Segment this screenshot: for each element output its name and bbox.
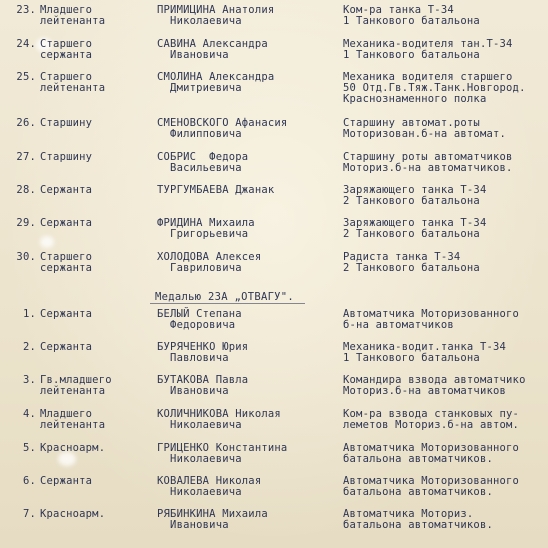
- entry-number: 26.: [16, 117, 36, 129]
- entry-rank: Старшего сержанта: [40, 251, 93, 274]
- entry-rank: Сержанта: [40, 217, 93, 229]
- entry-name: КОВАЛЕВА Николая Николаевича: [157, 475, 262, 498]
- entry-number: 6.: [22, 475, 36, 487]
- entry-duty: Механика-водителя тан.Т-34 1 Танкового батальона: [343, 38, 513, 61]
- section-underline: [150, 303, 305, 304]
- entry-number: 28.: [16, 184, 36, 196]
- entry-name: СОБРИС Федора Васильевича: [157, 151, 249, 174]
- entry-number: 3.: [22, 374, 36, 386]
- entry-duty: Радиста танка Т-34 2 Танкового батальона: [343, 251, 480, 274]
- entry-number: 4.: [22, 408, 36, 420]
- entry-name: БУТАКОВА Павла Ивановича: [157, 374, 249, 397]
- entry-duty: Заряжающего танка Т-34 2 Танкового батальона: [343, 217, 487, 240]
- entry-number: 1.: [22, 308, 36, 320]
- entry-duty: Механика-водит.танка Т-34 1 Танкового батальона: [343, 341, 507, 364]
- entry-duty: Автоматчика Моторизованного батальона автоматчиков.: [343, 442, 520, 465]
- entry-name: САВИНА Александра Ивановича: [157, 38, 268, 61]
- entry-name: СМОЛИНА Александра Дмитриевича: [157, 71, 275, 94]
- entry-number: 7.: [22, 508, 36, 520]
- entry-rank: Сержанта: [40, 475, 93, 487]
- entry-rank: Старшего лейтенанта: [40, 71, 106, 94]
- entry-number: 23.: [16, 4, 36, 16]
- entry-name: РЯБИНКИНА Михаила Ивановича: [157, 508, 268, 531]
- entry-number: 2.: [22, 341, 36, 353]
- entry-rank: Красноарм.: [40, 442, 106, 454]
- entry-name: СМЕНОВСКОГО Афанасия Филипповича: [157, 117, 288, 140]
- entry-name: КОЛИЧНИКОВА Николая Николаевича: [157, 408, 281, 431]
- entry-rank: Старшину: [40, 117, 93, 129]
- entry-name: БУРЯЧЕНКО Юрия Павловича: [157, 341, 249, 364]
- entry-rank: Сержанта: [40, 308, 93, 320]
- entry-number: 5.: [22, 442, 36, 454]
- entry-duty: Автоматчика Моторизованного б-на автоматчиков: [343, 308, 520, 331]
- award-section-title: Медалью 23А „ОТВАГУ".: [155, 291, 295, 303]
- entry-rank: Старшего сержанта: [40, 38, 93, 61]
- entry-rank: Красноарм.: [40, 508, 106, 520]
- entry-duty: Автоматчика Моториз. батальона автоматчиков.: [343, 508, 493, 531]
- entry-rank: Старшину: [40, 151, 93, 163]
- entry-rank: Сержанта: [40, 341, 93, 353]
- entry-duty: Автоматчика Моторизованного батальона автоматчиков.: [343, 475, 520, 498]
- entry-duty: Старшину автомат.роты Моторизован.б-на автомат.: [343, 117, 507, 140]
- entry-duty: Командира взвода автоматчико Моториз.б-на автоматчиков: [343, 374, 526, 397]
- entry-rank: Младшего лейтенанта: [40, 408, 106, 431]
- entry-duty: Механика водителя старшего 50 Отд.Гв.Тяж.Танк.Новгород. Краснознаменного полка: [343, 71, 526, 105]
- entry-number: 25.: [16, 71, 36, 83]
- entry-duty: Ком-ра взвода станковых пу- леметов Моториз.б-на автом.: [343, 408, 520, 431]
- paper-stain: [40, 236, 54, 248]
- entry-number: 27.: [16, 151, 36, 163]
- entry-name: ТУРГУМБАЕВА Джанак: [157, 184, 275, 196]
- entry-number: 30.: [16, 251, 36, 263]
- entry-name: ФРИДИНА Михаила Григорьевича: [157, 217, 255, 240]
- entry-name: ХОЛОДОВА Алексея Гавриловича: [157, 251, 262, 274]
- entry-name: ГРИЦЕНКО Константина Николаевича: [157, 442, 288, 465]
- entry-number: 29.: [16, 217, 36, 229]
- entry-duty: Заряжающего танка Т-34 2 Танкового батальона: [343, 184, 487, 207]
- entry-name: БЕЛЫЙ Степана Федоровича: [157, 308, 242, 331]
- entry-rank: Сержанта: [40, 184, 93, 196]
- entry-duty: Старшину роты автоматчиков Моториз.б-на автоматчиков.: [343, 151, 513, 174]
- entry-duty: Ком-ра танка Т-34 1 Танкового батальона: [343, 4, 480, 27]
- entry-name: ПРИМИЦИНА Анатолия Николаевича: [157, 4, 275, 27]
- entry-number: 24.: [16, 38, 36, 50]
- entry-rank: Гв.младшего лейтенанта: [40, 374, 112, 397]
- entry-rank: Младшего лейтенанта: [40, 4, 106, 27]
- paper-stain: [58, 452, 76, 466]
